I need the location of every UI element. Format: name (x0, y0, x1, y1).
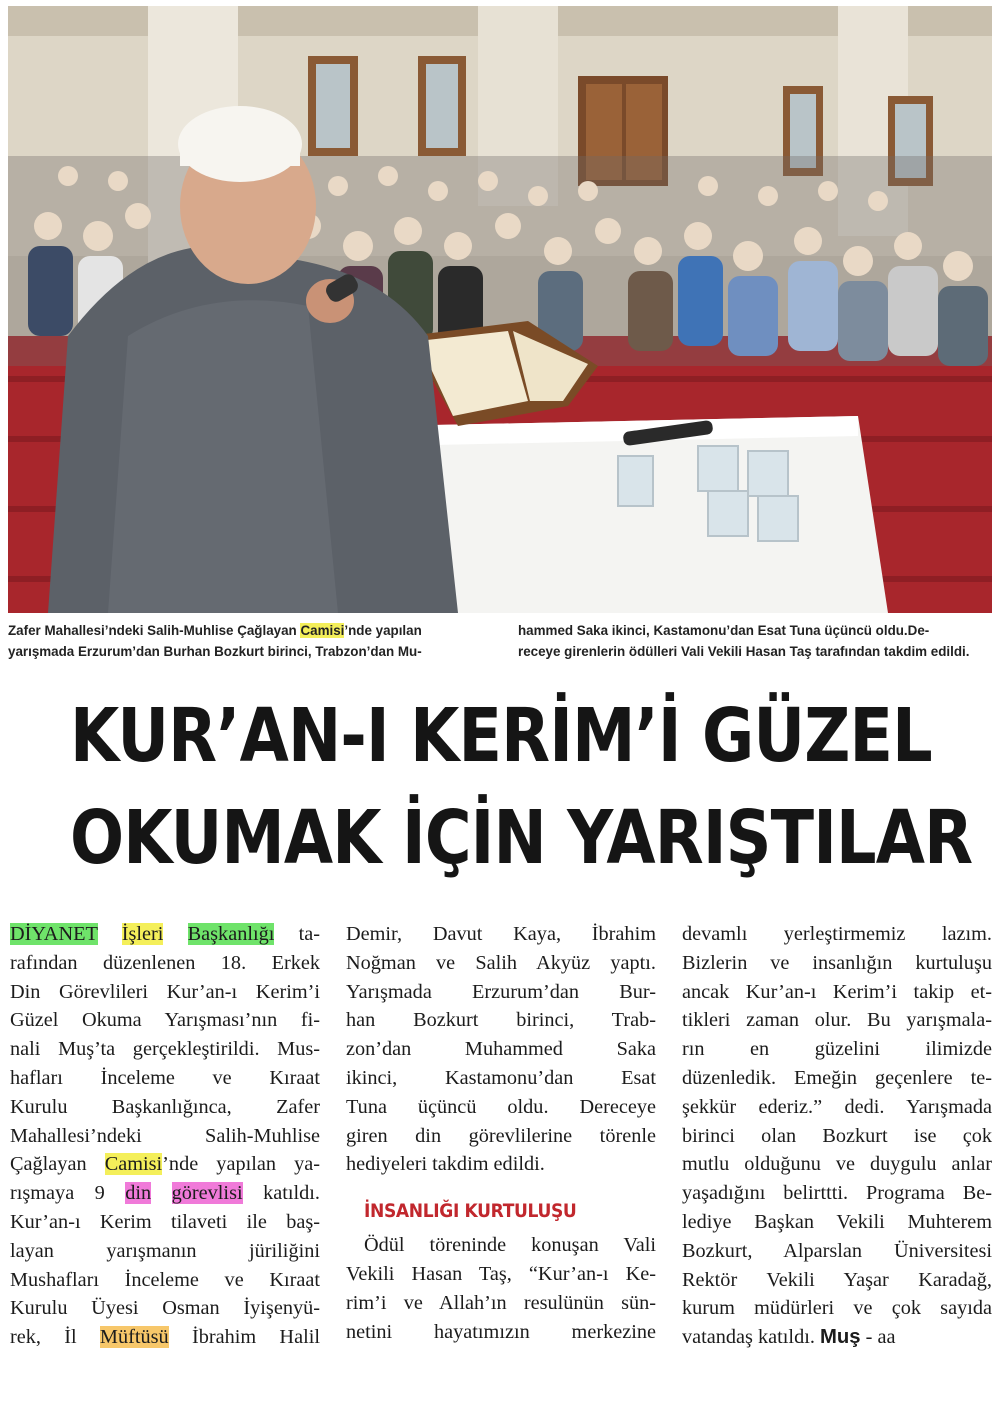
article-line: rafından düzenlenen 18. Erkek (10, 951, 320, 974)
article-line: Demir, Davut Kaya, İbrahim (346, 923, 656, 945)
article-text: vatandaş katıldı. (682, 1326, 815, 1349)
article-line: ikinci, Kastamonu’dan Esat (346, 1066, 656, 1089)
article-line: birinci olan Bozkurt ise çok (682, 1124, 992, 1147)
article-line: han Bozkurt birinci, Trab- (346, 1009, 656, 1032)
article-line (10, 1150, 320, 1179)
headline-line-1: KUR’AN-I KERİM’İ GÜZEL (70, 693, 932, 779)
article-column-3 (682, 920, 992, 1352)
article-text: katıldı. (263, 1182, 320, 1205)
article-line (10, 1323, 320, 1352)
article-line: hediyeleri takdim edildi. (346, 1153, 545, 1176)
article-line: netini hayatımızın merkezine (346, 1320, 656, 1343)
article-line: Tuna üçüncü oldu. Dereceye (346, 1095, 656, 1118)
highlighted-word: Başkanlığı (187, 923, 275, 945)
article-line: zon’dan Muhammed Saka (346, 1038, 656, 1061)
article-line: ancak Kur’an-ı Kerim’i takip et- (682, 980, 992, 1003)
article-line: Bozkurt, Alparslan Üniversitesi (682, 1239, 992, 1262)
article-line: rim’i ve Allah’ın resulünün sün- (346, 1291, 656, 1314)
article-line: yaşadığını belirttti. Programa Be- (682, 1182, 992, 1205)
photo-caption (8, 620, 992, 668)
dateline-city: Muş (820, 1326, 861, 1349)
highlighted-word: görevlisi (171, 1182, 243, 1205)
article-line (682, 1323, 992, 1352)
article-line: nali Muş’ta gerçekleştirildi. Mus- (10, 1038, 320, 1061)
caption-column-right (518, 620, 969, 662)
caption-line (8, 620, 422, 641)
article-column-1 (10, 920, 320, 1352)
article-line: tikleri zaman olur. Bu yarışmala- (682, 1009, 992, 1032)
article-line: Yarışmada Erzurum’dan Bur- (346, 980, 656, 1003)
highlighted-word: Camisi (104, 1153, 163, 1176)
article-line: rın en güzelini ilimizde (682, 1038, 992, 1061)
news-photo (8, 6, 992, 613)
article-line: Mushafları İnceleme ve Kıraat (10, 1268, 320, 1291)
article-text: İbrahim Halil (191, 1326, 320, 1349)
article-line: düzenledik. Emeğin geçenlere te- (682, 1066, 992, 1089)
article-line: Kur’an-ı Kerim tilaveti ile baş- (10, 1210, 320, 1233)
article-line (10, 920, 320, 949)
article-line: Din Görevlileri Kur’an-ı Kerim’i (10, 980, 320, 1003)
article-line: şekkür ederiz.” dedi. Yarışmada (682, 1095, 992, 1118)
article-line: Güzel Okuma Yarışması’nın fi- (10, 1009, 320, 1032)
article-line: kurum müdürleri ve çok sayıda (682, 1297, 992, 1320)
subheading: İNSANLIĞI KURTULUŞU (364, 1200, 577, 1223)
caption-text: Zafer Mahallesi’ndeki Salih-Muhlise Çağlayan (8, 623, 301, 638)
article-text: ta- (298, 923, 320, 945)
highlighted-word: Camisi (300, 623, 345, 638)
article-line: layan yarışmanın jüriliğini (10, 1239, 320, 1262)
article-line: lediye Başkan Vekili Muhterem (682, 1210, 992, 1233)
article-line: giren din görevlilerine törenle (346, 1124, 656, 1147)
mosque-scene-illustration (8, 6, 992, 613)
highlighted-word: İşleri (121, 923, 164, 945)
article-line: Noğman ve Salih Akyüz yaptı. (346, 951, 656, 974)
article-text: Çağlayan (10, 1153, 87, 1176)
caption-line: receye girenlerin ödülleri Vali Vekili Hasan Taş tarafından takdim edildi. (518, 644, 970, 659)
caption-line: yarışmada Erzurum’dan Burhan Bozkurt birinci, Trabzon’dan Mu- (8, 644, 422, 659)
article-line: mutlu olduğunu ve duygulu anlar (682, 1153, 992, 1176)
article-line: Mahallesi’ndeki Salih-Muhlise (10, 1124, 320, 1147)
highlighted-word: din (125, 1182, 152, 1205)
article-line: Rektör Vekili Yaşar Karadağ, (682, 1268, 992, 1291)
headline-line-2: OKUMAK İÇİN YARIŞTILAR (70, 795, 973, 881)
article-text: ’nde yapılan ya- (162, 1153, 320, 1176)
highlighted-word: DİYANET (10, 923, 98, 945)
agency-credit: - aa (865, 1326, 896, 1349)
article-line: Kurulu Üyesi Osman İyişenyü- (10, 1297, 320, 1320)
article-line: Bizlerin ve insanlığın kurtuluşu (682, 951, 992, 974)
article-line: Kurulu Başkanlığınca, Zafer (10, 1095, 320, 1118)
article-line: Vekili Hasan Taş, “Kur’an-ı Ke- (346, 1262, 656, 1285)
article-text: rek, İl (10, 1326, 77, 1349)
article-line: devamlı yerleştirmemiz lazım. (682, 923, 992, 945)
article-text: rışmaya 9 (10, 1182, 105, 1205)
highlighted-word: Müftüsü (99, 1326, 169, 1349)
article-line: Ödül töreninde konuşan Vali (364, 1234, 656, 1257)
caption-text: ’nde yapılan (344, 623, 422, 638)
caption-line: hammed Saka ikinci, Kastamonu’dan Esat Tuna üçüncü oldu.De- (518, 623, 930, 638)
article-column-2 (346, 920, 656, 1346)
article-line (10, 1179, 320, 1208)
article-line: hafları İnceleme ve Kıraat (10, 1066, 320, 1089)
caption-column-left (8, 620, 422, 662)
